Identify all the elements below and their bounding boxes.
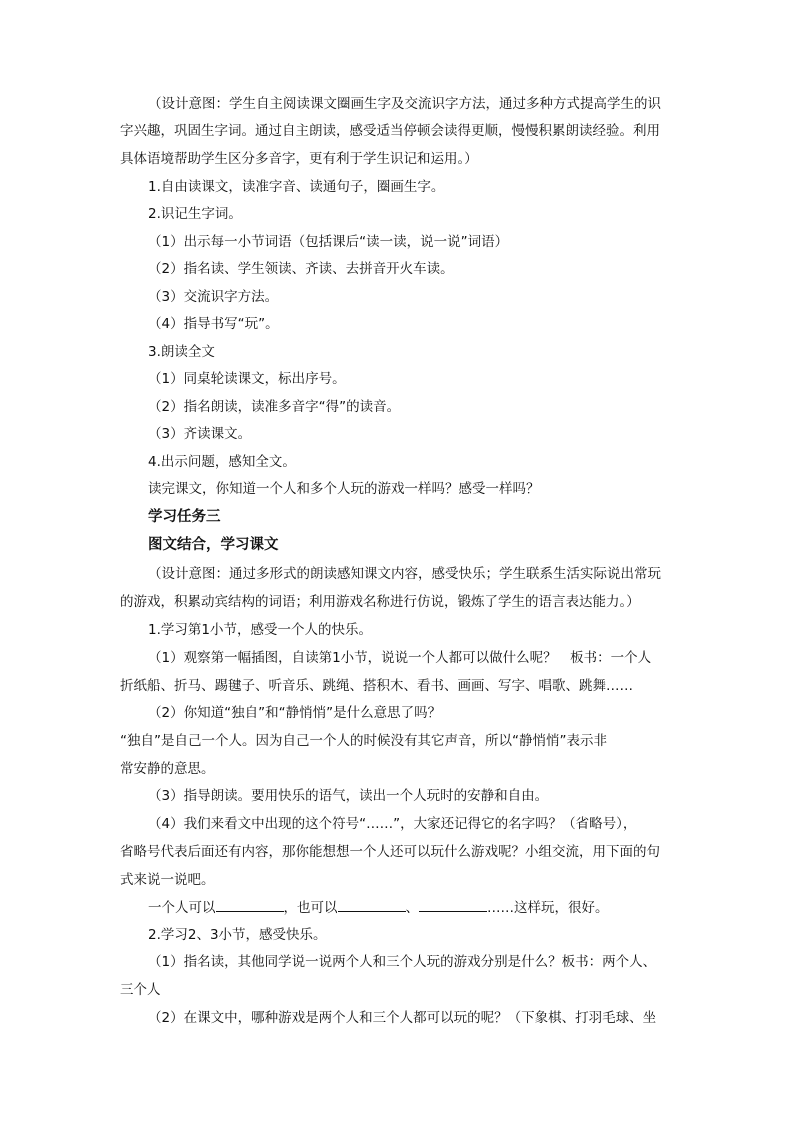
section-2-item-2-line-1: （2）在课文中，哪种游戏是两个人和三个人都可以玩的呢？（下象棋、打羽毛球、坐 <box>148 1010 657 1026</box>
section-1-answer-line-2: 常安静的意思。 <box>120 761 215 777</box>
design-intent-1-line-2: 字兴趣，巩固生字词。通过自主朗读，感受适当停顿会读得更顺，慢慢积累朗读经验。利用 <box>120 123 660 139</box>
step-3-item-3: （3）齐读课文。 <box>148 426 252 442</box>
fill-in-sentence <box>148 898 609 917</box>
section-2-item-1-line-2: 三个人 <box>120 982 161 998</box>
fill-blank-2 <box>338 898 406 912</box>
fill-text-2: ，也可以 <box>283 900 338 916</box>
fill-blank-3 <box>419 898 487 912</box>
step-2-item-2: （2）指名读、学生领读、齐读、去拼音开火车读。 <box>148 261 454 277</box>
section-1-item-3: （3）指导朗读。要用快乐的语气，读出一个人玩时的安静和自由。 <box>148 788 549 804</box>
step-1: 1.自由读课文，读准字音、读通句子，圈画生字。 <box>148 179 445 195</box>
fill-text-4: ……这样玩，很好。 <box>487 900 609 916</box>
fill-text-3: 、 <box>405 900 419 916</box>
section-2-heading: 2.学习2、3小节，感受快乐。 <box>148 927 327 943</box>
design-intent-1-line-3: 具体语境帮助学生区分多音字，更有利于学生识记和运用。） <box>120 151 478 167</box>
section-1-item-1-line-1: （1）观察第一幅插图，自读第1小节，说说一个人都可以做什么呢？ 板书：一个人 <box>148 650 652 666</box>
step-2: 2.识记生字词。 <box>148 206 242 222</box>
section-1-item-2: （2）你知道“独自”和“静悄悄”是什么意思了吗？ <box>148 705 442 721</box>
section-2-item-1-line-1: （1）指名读，其他同学说一说两个人和三个人玩的游戏分别是什么？板书：两个人、 <box>148 954 657 970</box>
step-2-item-1: （1）出示每一小节词语（包括课后“读一读，说一说”词语） <box>148 234 509 250</box>
task-subheading: 图文结合，学习课文 <box>148 537 279 553</box>
section-1-item-4-line-2: 省略号代表后面还有内容，那你能想想一个人还可以玩什么游戏呢？小组交流，用下面的句 <box>120 844 660 860</box>
section-1-answer-line-1: “独自”是自己一个人。因为自己一个人的时候没有其它声音，所以“静悄悄”表示非 <box>120 733 607 749</box>
fill-blank-1 <box>216 898 284 912</box>
section-1-item-1-line-2: 折纸船、折马、踢毽子、听音乐、跳绳、搭积木、看书、画画、写字、唱歌、跳舞…… <box>120 678 633 694</box>
step-4: 4.出示问题，感知全文。 <box>148 454 296 470</box>
section-1-heading: 1.学习第1小节，感受一个人的快乐。 <box>148 622 372 638</box>
section-1-item-4-line-1: （4）我们来看文中出现的这个符号“……”，大家还记得它的名字吗？（省略号）， <box>148 816 637 832</box>
step-2-item-4: （4）指导书写“玩”。 <box>148 316 279 332</box>
step-3: 3.朗读全文 <box>148 344 215 360</box>
step-2-item-3: （3）交流识字方法。 <box>148 289 279 305</box>
step-3-item-2: （2）指名朗读，读准多音字“得”的读音。 <box>148 399 401 415</box>
task-heading: 学习任务三 <box>148 509 221 525</box>
section-1-item-4-line-3: 式来说一说吧。 <box>120 872 215 888</box>
step-4-question: 读完课文，你知道一个人和多个人玩的游戏一样吗？感受一样吗？ <box>148 481 540 497</box>
design-intent-1-line-1: （设计意图：学生自主阅读课文圈画生字及交流识字方法，通过多种方式提高学生的识 <box>148 96 661 112</box>
fill-text-1: 一个人可以 <box>148 900 216 916</box>
design-intent-2-line-2: 的游戏，积累动宾结构的词语；利用游戏名称进行仿说，锻炼了学生的语言表达能力。） <box>120 594 640 610</box>
step-3-item-1: （1）同桌轮读课文，标出序号。 <box>148 371 346 387</box>
design-intent-2-line-1: （设计意图：通过多形式的朗读感知课文内容，感受快乐；学生联系生活实际说出常玩 <box>148 566 661 582</box>
